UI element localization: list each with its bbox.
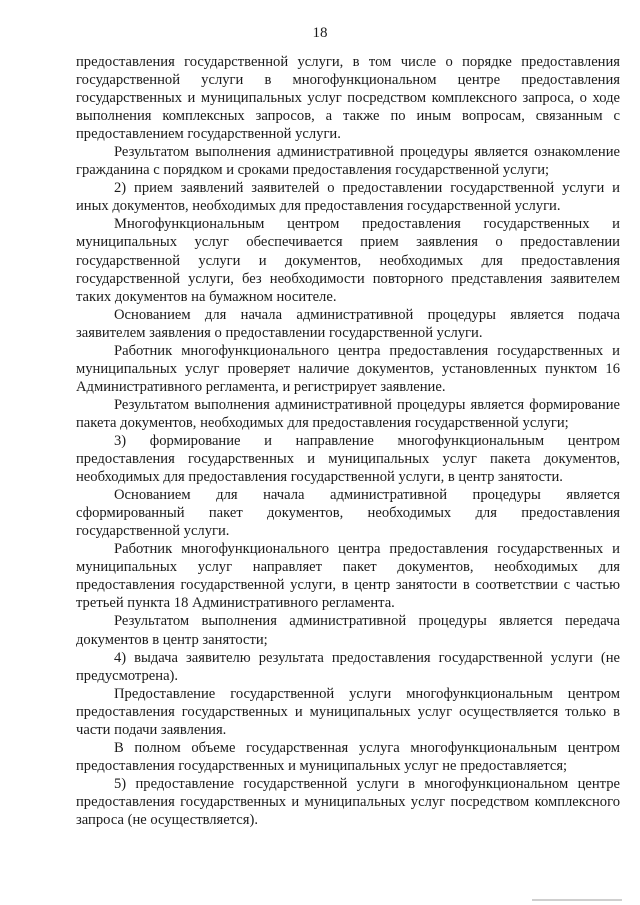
paragraph-partial-service: Предоставление государственной услуги многофункциональным центром предоставления государственных и муниципальных услуг осуществляется только в части подачи заявления. <box>76 685 620 738</box>
paragraph-worker-send: Работник многофункционального центра предоставления государственных и муниципальных услуг направляет пакет документов, необходимых для предоставления государственной услуги, в центр занятости в соответствии с частью третьей пункта 18 Административного регламента. <box>76 541 620 612</box>
paragraph-item-2: 2) прием заявлений заявителей о предоставлении государственной услуги и иных документов, необходимых для предоставления государственной услуги. <box>76 180 620 215</box>
paragraph-worker-check: Работник многофункционального центра предоставления государственных и муниципальных услуг проверяет наличие документов, установленных пунктом 16 Административного регламента, и регистрирует заявление. <box>76 342 620 395</box>
paragraph-item-5: 5) предоставление государственной услуги в многофункциональном центре предоставления государственных и муниципальных услуг посредством комплексного запроса (не осуществляется). <box>76 775 620 828</box>
paragraph-basis-item-2: Основанием для начала административной процедуры является подача заявителем заявления о предоставлении государственной услуги. <box>76 306 620 341</box>
paragraph-basis-item-3: Основанием для начала административной процедуры является сформированный пакет документов, необходимых для предоставления государственной услуги. <box>76 487 620 540</box>
paragraph-item-3: 3) формирование и направление многофункциональным центром предоставления государственных и муниципальных услуг пакета документов, необходимых для предоставления государственной услуги, в центр занятости. <box>76 432 620 486</box>
paragraph-mfc-acceptance: Многофункциональным центром предоставления государственных и муниципальных услуг обеспечивается прием заявления о предоставлении государственной услуги и документов, необходимых для предоставления государственной услуги, без необходимости повторного представления заявителем таких документов на бумажном носителе. <box>76 216 620 305</box>
paragraph-result-item-2: Результатом выполнения административной процедуры является формирование пакета документов, необходимых для предоставления государственной услуги; <box>76 396 620 431</box>
page-number: 18 <box>312 25 328 41</box>
paragraph-continuation: предоставления государственной услуги, в том числе о порядке предоставления государственной услуги в многофункциональном центре предоставления государственных и муниципальных услуг посредством комплексного запроса, о ходе выполнения комплексных запросов, а также по иным вопросам, связанным с предоставлением государственной услуги. <box>76 54 620 143</box>
paragraph-result-consultation: Результатом выполнения административной процедуры является ознакомление гражданина с порядком и сроками предоставления государственной услуги; <box>76 144 620 179</box>
paragraph-item-4: 4) выдача заявителю результата предоставления государственной услуги (не предусмотрена). <box>76 649 620 684</box>
document-body <box>76 53 620 829</box>
paragraph-result-item-3: Результатом выполнения административной процедуры является передача документов в центр занятости; <box>76 613 620 648</box>
paragraph-full-service: В полном объеме государственная услуга многофункциональным центром предоставления государственных и муниципальных услуг не предоставляется; <box>76 739 620 774</box>
scan-edge-mark <box>532 899 622 901</box>
